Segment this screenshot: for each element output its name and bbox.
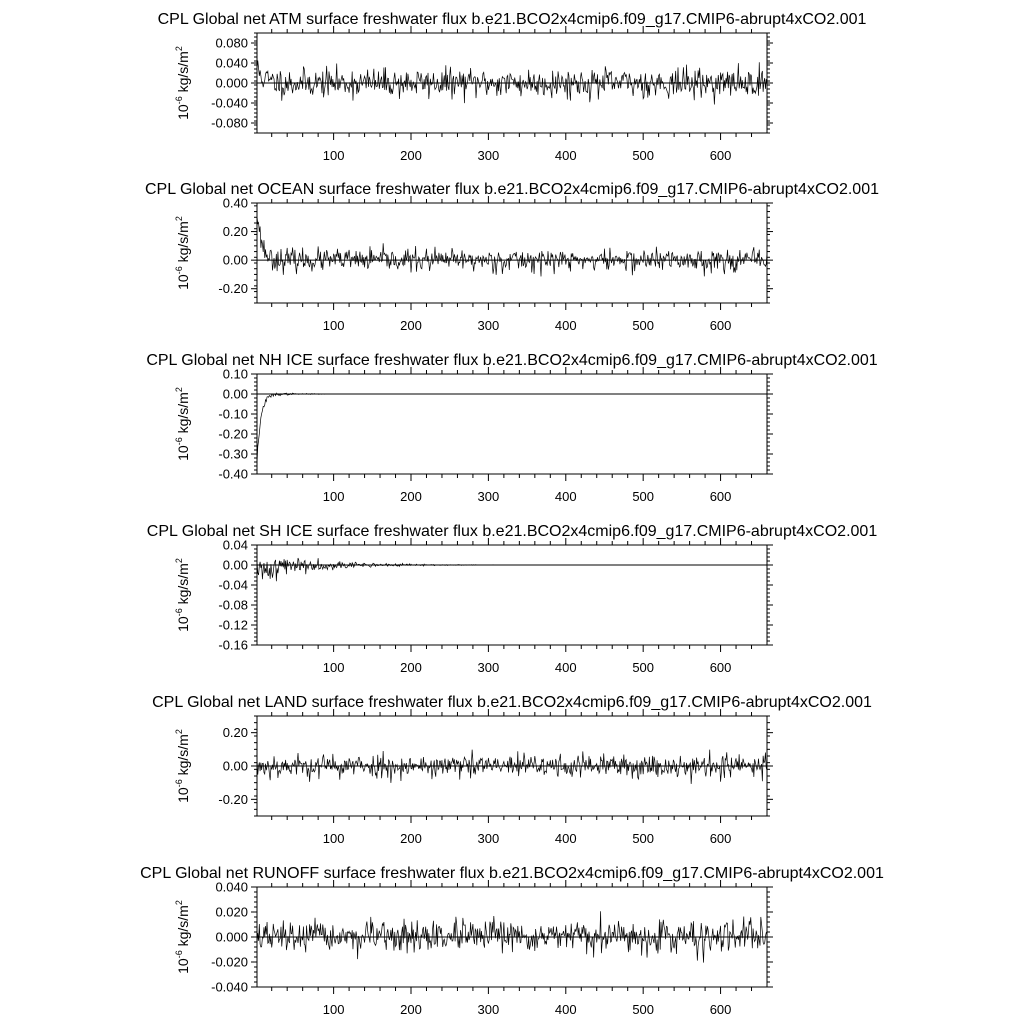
x-tick-label: 300 [477,318,500,333]
x-tick-label: 100 [322,1002,345,1017]
ylabel-unit-exponent: 2 [174,729,184,735]
x-tick-label: 600 [709,660,732,675]
panel-title: CPL Global net ATM surface freshwater flux b.e21.BCO2x4cmip6.f09_g17.CMIP6-abrupt4xCO2.001 [157,11,867,28]
x-tick-label: 400 [554,318,577,333]
x-tick-label: 200 [400,148,422,163]
ylabel-base: 10 [175,958,191,974]
ylabel-exponent: -6 [174,266,184,275]
x-tick-label: 500 [632,831,655,846]
y-tick-label: -0.020 [211,954,248,970]
x-tick-label: 100 [322,148,345,163]
y-tick-label: 0.00 [222,386,248,402]
ylabel-base: 10 [175,274,191,290]
ylabel-exponent: -6 [174,437,184,446]
x-tick-label: 300 [477,489,500,504]
y-axis-label [174,46,191,120]
y-axis-label [174,729,191,803]
series-line [257,393,767,464]
panel-1 [158,11,867,163]
x-tick-label: 500 [632,660,655,675]
panel-6 [140,865,884,1017]
panel-3 [146,352,877,504]
y-axis-label [174,558,191,632]
ylabel-base: 10 [175,445,191,461]
y-tick-label: 0.040 [215,55,248,71]
x-tick-label: 300 [477,148,500,163]
y-axis-label [174,387,191,461]
panel-title: CPL Global net RUNOFF surface freshwater flux b.e21.BCO2x4cmip6.f09_g17.CMIP6-abrupt4xCO2.001 [140,865,884,882]
panel-2 [145,181,879,333]
y-tick-label: 0.00 [222,252,248,268]
panel-title: CPL Global net SH ICE surface freshwater flux b.e21.BCO2x4cmip6.f09_g17.CMIP6-abrupt4xCO2.001 [146,523,878,540]
y-tick-label: -0.20 [218,426,248,442]
panel-5 [152,694,872,846]
y-axis-label [174,900,191,974]
x-tick-label: 500 [632,1002,655,1017]
y-tick-label: -0.080 [211,115,248,131]
y-axis-label [174,216,191,290]
x-tick-label: 300 [477,1002,500,1017]
x-tick-label: 400 [554,831,577,846]
ylabel-units: kg/s/m [175,392,191,438]
y-tick-label: 0.040 [215,879,248,895]
y-tick-label: -0.20 [218,791,248,807]
y-tick-label: -0.10 [218,406,248,422]
x-tick-label: 400 [554,660,577,675]
ylabel-unit-exponent: 2 [174,216,184,222]
x-tick-label: 400 [554,489,577,504]
ylabel-base: 10 [175,616,191,632]
y-tick-label: 0.000 [215,929,248,945]
ylabel-unit-exponent: 2 [174,46,184,52]
ylabel-units: kg/s/m [175,563,191,609]
series-line [257,558,767,581]
x-tick-label: 200 [400,318,422,333]
x-tick-label: 200 [400,660,422,675]
y-tick-label: -0.40 [218,466,248,482]
ylabel-unit-exponent: 2 [174,900,184,906]
y-tick-label: 0.080 [215,35,248,51]
y-tick-label: 0.20 [222,224,248,240]
x-tick-label: 600 [709,831,732,846]
plot-frame [257,203,767,303]
x-tick-label: 400 [554,148,577,163]
y-tick-label: 0.020 [215,904,248,920]
ylabel-units: kg/s/m [175,51,191,97]
series-line [257,750,767,784]
y-tick-label: -0.04 [218,577,248,593]
y-tick-label: 0.00 [222,758,248,774]
x-tick-label: 100 [322,660,345,675]
ylabel-unit-exponent: 2 [174,387,184,393]
plot-frame [257,374,767,474]
y-tick-label: 0.04 [222,537,248,553]
ylabel-exponent: -6 [174,608,184,617]
x-tick-label: 300 [477,831,500,846]
series-line [257,216,767,276]
y-tick-label: -0.16 [218,637,248,653]
ylabel-units: kg/s/m [175,221,191,267]
x-tick-label: 500 [632,318,655,333]
x-tick-label: 100 [322,489,345,504]
ylabel-base: 10 [175,104,191,120]
y-tick-label: -0.040 [211,979,248,995]
panel-title: CPL Global net NH ICE surface freshwater flux b.e21.BCO2x4cmip6.f09_g17.CMIP6-abrupt4xCO2.001 [146,352,878,369]
ylabel-exponent: -6 [174,950,184,959]
x-tick-label: 400 [554,1002,577,1017]
x-tick-label: 600 [709,489,732,504]
ylabel-units: kg/s/m [175,905,191,951]
x-tick-label: 100 [322,831,345,846]
y-tick-label: 0.000 [215,75,248,91]
x-tick-label: 500 [632,148,655,163]
ylabel-exponent: -6 [174,96,184,105]
ylabel-units: kg/s/m [175,734,191,780]
panel-4 [147,523,878,675]
y-tick-label: -0.040 [211,95,248,111]
plot-frame [257,545,767,645]
x-tick-label: 500 [632,489,655,504]
ylabel-exponent: -6 [174,779,184,788]
y-tick-label: -0.20 [218,281,248,297]
y-tick-label: 0.20 [222,725,248,741]
panel-title: CPL Global net LAND surface freshwater flux b.e21.BCO2x4cmip6.f09_g17.CMIP6-abrupt4xCO2.001 [152,694,872,711]
y-tick-label: -0.08 [218,597,248,613]
ylabel-unit-exponent: 2 [174,558,184,564]
x-tick-label: 600 [709,318,732,333]
x-tick-label: 100 [322,318,345,333]
x-tick-label: 600 [709,1002,732,1017]
y-tick-label: -0.12 [218,617,248,633]
y-tick-label: -0.30 [218,446,248,462]
y-tick-label: 0.00 [222,557,248,573]
panel-title: CPL Global net OCEAN surface freshwater flux b.e21.BCO2x4cmip6.f09_g17.CMIP6-abrupt4xCO2.001 [145,181,879,198]
x-tick-label: 200 [400,831,422,846]
y-tick-label: 0.10 [222,366,248,382]
y-tick-label: 0.40 [222,195,248,211]
x-tick-label: 300 [477,660,500,675]
x-tick-label: 200 [400,1002,422,1017]
x-tick-label: 200 [400,489,422,504]
ylabel-base: 10 [175,787,191,803]
x-tick-label: 600 [709,148,732,163]
